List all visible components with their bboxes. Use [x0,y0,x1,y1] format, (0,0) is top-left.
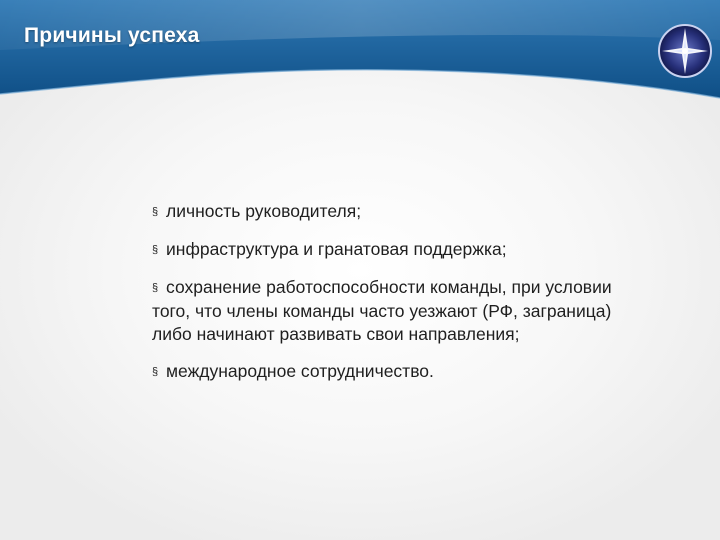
bullet-marker: § [152,366,159,378]
header-band [0,0,720,100]
list-item [152,238,622,262]
star-emblem-icon [656,22,714,80]
list-item-text: личность руководителя; [166,201,362,221]
list-item-text: международное сотрудничество. [166,361,434,381]
bullet-marker: § [152,282,159,294]
list-item-text: инфраструктура и гранатовая поддержка; [166,239,507,259]
bullet-marker: § [152,206,159,218]
header-wave-graphic [0,0,720,100]
bullet-list [152,200,622,398]
list-item [152,200,622,224]
list-item [152,360,622,384]
bullet-marker: § [152,244,159,256]
list-item [152,276,622,346]
list-item-text: сохранение работоспособности команды, при условии того, что члены команды часто уезжают (РФ, заграница) либо начинают развивать свои направления; [152,277,612,344]
page-title: Причины успеха [24,24,200,47]
